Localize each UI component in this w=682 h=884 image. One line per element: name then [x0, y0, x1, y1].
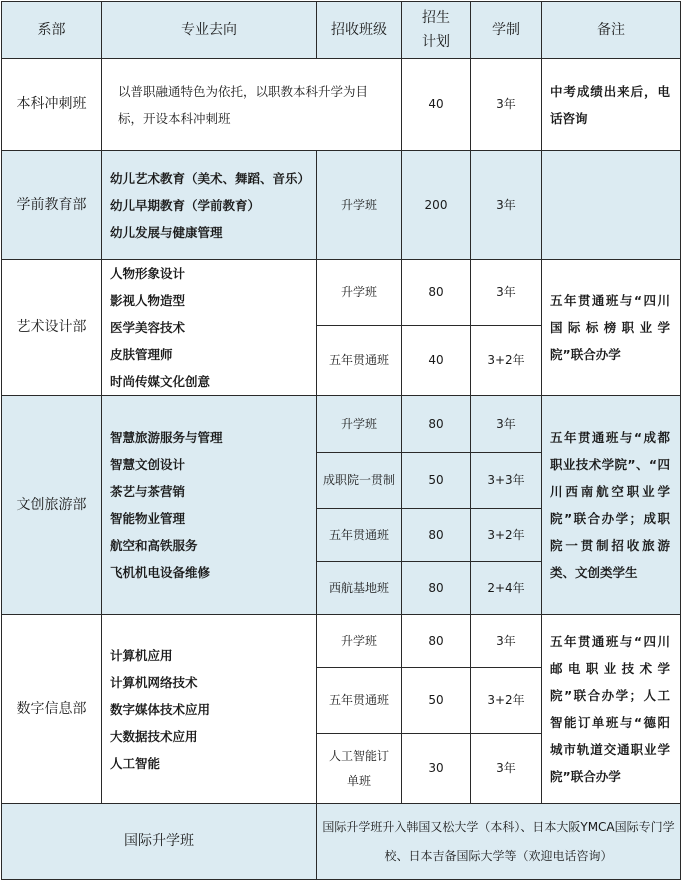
major-item: 幼儿艺术教育（美术、舞蹈、音乐） [110, 170, 311, 186]
class-wenchuang-2-text: 成职院一贯制 [323, 473, 396, 487]
plan-shuzi-1: 80 [402, 615, 471, 668]
class-wenchuang-2 [317, 453, 402, 509]
major-item: 数字媒体技术应用 [110, 701, 211, 717]
major-item: 幼儿发展与健康管理 [110, 224, 223, 240]
note-wenchuang: 五年贯通班与“成都职业技术学院”、“四川西南航空职业学院”联合办学；成职院一贯制招收旅游类、文创类学生 [542, 396, 681, 615]
duration-wenchuang-1: 3年 [471, 396, 542, 453]
note-xueqian [542, 151, 681, 260]
plan-shuzi-3: 30 [402, 734, 471, 804]
majors-wenchuang [102, 396, 317, 615]
major-item: 幼儿早期教育（学前教育） [110, 197, 261, 213]
duration-yishu-1: 3年 [471, 260, 542, 326]
major-benke-text: 以普职融通特色为依托，以职教本科升学为目标，开设本科冲刺班 [118, 83, 369, 126]
major-item: 茶艺与茶营销 [110, 484, 186, 499]
major-item: 智慧文创设计 [110, 457, 186, 472]
header-plan-text: 招生计划 [422, 10, 450, 50]
class-shuzi-3 [317, 734, 402, 804]
dept-wenchuang: 文创旅游部 [2, 396, 102, 615]
header-duration: 学制 [471, 2, 542, 59]
major-item: 计算机应用 [110, 647, 173, 663]
class-yishu-2: 五年贯通班 [317, 326, 402, 396]
row-benke [2, 59, 681, 151]
header-row [2, 2, 681, 59]
class-wenchuang-4: 西航基地班 [317, 562, 402, 615]
class-wenchuang-1: 升学班 [317, 396, 402, 453]
row-xueqian [2, 151, 681, 260]
plan-xueqian: 200 [402, 151, 471, 260]
duration-shuzi-2: 3+2年 [471, 668, 542, 734]
majors-shuzi [102, 615, 317, 804]
majors-yishu [102, 260, 317, 396]
major-item: 智慧旅游服务与管理 [110, 430, 223, 445]
row-wenchuang-1 [2, 396, 681, 453]
major-item: 大数据技术应用 [110, 728, 198, 744]
dept-benke: 本科冲刺班 [2, 59, 102, 151]
duration-shuzi-3: 3年 [471, 734, 542, 804]
major-item: 时尚传媒文化创意 [110, 374, 211, 389]
header-plan [402, 2, 471, 59]
major-item: 智能物业管理 [110, 511, 186, 526]
header-class-type: 招收班级 [317, 2, 402, 59]
duration-wenchuang-2: 3+3年 [471, 453, 542, 509]
row-guoji [2, 804, 681, 880]
dept-guoji: 国际升学班 [2, 804, 317, 880]
note-shuzi: 五年贯通班与“四川邮电职业技术学院”联合办学；人工智能订单班与“德阳城市轨道交通职业学院”联合办学 [542, 615, 681, 804]
note-benke: 中考成绩出来后，电话咨询 [542, 59, 681, 151]
major-benke [102, 59, 402, 151]
class-yishu-1: 升学班 [317, 260, 402, 326]
class-xueqian: 升学班 [317, 151, 402, 260]
duration-benke: 3年 [471, 59, 542, 151]
duration-yishu-2: 3+2年 [471, 326, 542, 396]
major-item: 影视人物造型 [110, 293, 186, 308]
plan-wenchuang-2: 50 [402, 453, 471, 509]
class-wenchuang-3: 五年贯通班 [317, 509, 402, 562]
plan-shuzi-2: 50 [402, 668, 471, 734]
plan-wenchuang-3: 80 [402, 509, 471, 562]
header-major: 专业去向 [102, 2, 317, 59]
plan-yishu-1: 80 [402, 260, 471, 326]
row-shuzi-1 [2, 615, 681, 668]
plan-wenchuang-1: 80 [402, 396, 471, 453]
major-item: 人工智能 [110, 755, 161, 771]
duration-xueqian: 3年 [471, 151, 542, 260]
duration-wenchuang-3: 3+2年 [471, 509, 542, 562]
dept-shuzi: 数字信息部 [2, 615, 102, 804]
major-item: 人物形象设计 [110, 266, 186, 281]
major-item: 皮肤管理师 [110, 347, 173, 362]
desc-guoji: 国际升学班升入韩国又松大学（本科）、日本大阪YMCA国际专门学校、日本吉备国际大学等（欢迎电话咨询） [317, 804, 681, 880]
plan-wenchuang-4: 80 [402, 562, 471, 615]
header-dept: 系部 [2, 2, 102, 59]
enrollment-table [1, 1, 681, 880]
row-yishu-1 [2, 260, 681, 326]
header-note: 备注 [542, 2, 681, 59]
plan-yishu-2: 40 [402, 326, 471, 396]
class-shuzi-1: 升学班 [317, 615, 402, 668]
major-item: 计算机网络技术 [110, 674, 198, 690]
dept-yishu: 艺术设计部 [2, 260, 102, 396]
major-item: 飞机机电设备维修 [110, 565, 211, 580]
dept-xueqian: 学前教育部 [2, 151, 102, 260]
duration-wenchuang-4: 2+4年 [471, 562, 542, 615]
majors-xueqian [102, 151, 317, 260]
duration-shuzi-1: 3年 [471, 615, 542, 668]
plan-benke: 40 [402, 59, 471, 151]
major-item: 航空和高铁服务 [110, 538, 198, 553]
major-item: 医学美容技术 [110, 320, 186, 335]
class-shuzi-3-text: 人工智能订单班 [328, 748, 389, 788]
class-shuzi-2: 五年贯通班 [317, 668, 402, 734]
note-yishu: 五年贯通班与“四川国际标榜职业学院”联合办学 [542, 260, 681, 396]
